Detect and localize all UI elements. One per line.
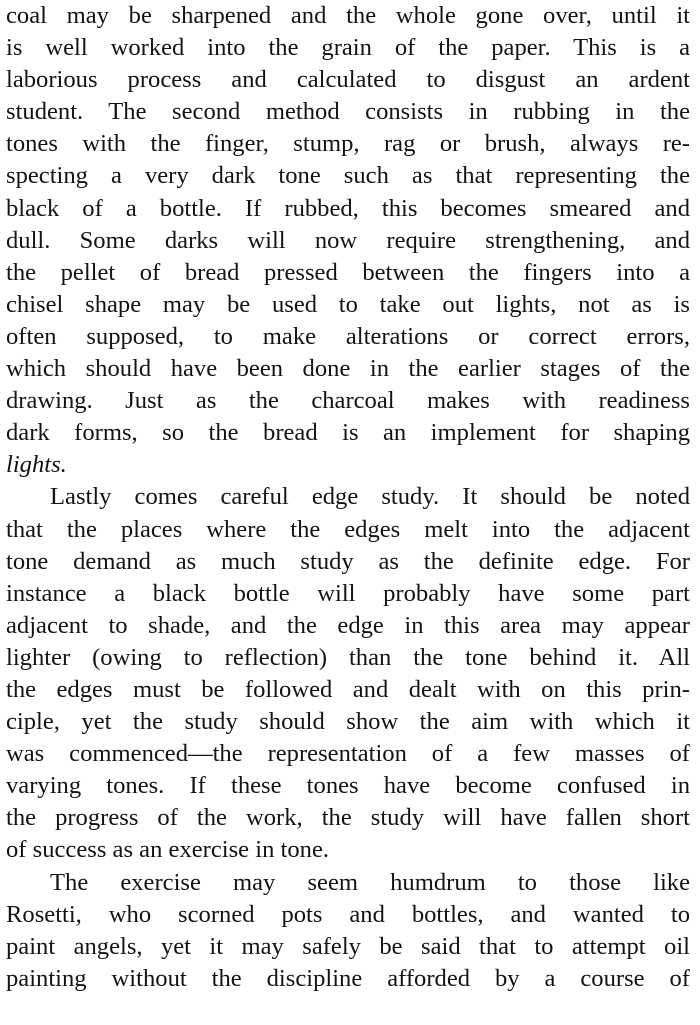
text-line: laborious process and calculated to disgust an ardent: [6, 66, 690, 94]
text-line: chisel shape may be used to take out lights, not as is: [6, 290, 690, 318]
text-line: often supposed, to make alterations or correct errors,: [6, 322, 690, 350]
text-line: black of a bottle. If rubbed, this becomes smeared and: [6, 194, 690, 222]
text-line: dark forms, so the bread is an implement for shaping: [6, 419, 690, 447]
text-line: was commenced—the representation of a few masses of: [6, 740, 690, 768]
text-line: of success as an exercise in tone.: [6, 836, 330, 864]
text-line-italic: lights.: [6, 451, 67, 479]
book-page: [6, 0, 690, 995]
text-line: varying tones. If these tones have become confused in: [6, 772, 690, 800]
text-line: the edges must be followed and dealt with on this prin-: [6, 675, 690, 703]
text-line: ciple, yet the study should show the aim with which it: [6, 708, 690, 736]
text-line: that the places where the edges melt into the adjacent: [6, 515, 690, 543]
text-line: student. The second method consists in rubbing in the: [6, 98, 690, 126]
text-line: is well worked into the grain of the paper. This is a: [6, 34, 690, 62]
text-line: drawing. Just as the charcoal makes with readiness: [6, 387, 690, 415]
text-line: Rosetti, who scorned pots and bottles, and wanted to: [6, 900, 690, 928]
paragraph-1: [6, 0, 690, 481]
text-line: lighter (owing to reflection) than the tone behind it. All: [6, 643, 690, 671]
text-line: the pellet of bread pressed between the fingers into a: [6, 258, 690, 286]
text-line: the progress of the work, the study will have fallen short: [6, 804, 690, 832]
text-line-indented: Lastly comes careful edge study. It should be noted: [50, 483, 690, 511]
text-line: instance a black bottle will probably have some part: [6, 579, 690, 607]
text-line: tone demand as much study as the definite edge. For: [6, 547, 690, 575]
text-line: dull. Some darks will now require strengthening, and: [6, 226, 690, 254]
paragraph-2: [6, 481, 690, 866]
text-line: which should have been done in the earlier stages of the: [6, 355, 690, 383]
text-line: specting a very dark tone such as that representing the: [6, 162, 690, 190]
text-line-indented: The exercise may seem humdrum to those like: [50, 868, 690, 896]
text-line: adjacent to shade, and the edge in this area may appear: [6, 611, 690, 639]
text-line: paint angels, yet it may safely be said that to attempt oil: [6, 932, 690, 960]
paragraph-3: [6, 867, 690, 995]
text-line: tones with the finger, stump, rag or brush, always re-: [6, 130, 690, 158]
text-line: coal may be sharpened and the whole gone over, until it: [6, 2, 690, 29]
text-line: painting without the discipline afforded by a course of: [6, 964, 690, 992]
